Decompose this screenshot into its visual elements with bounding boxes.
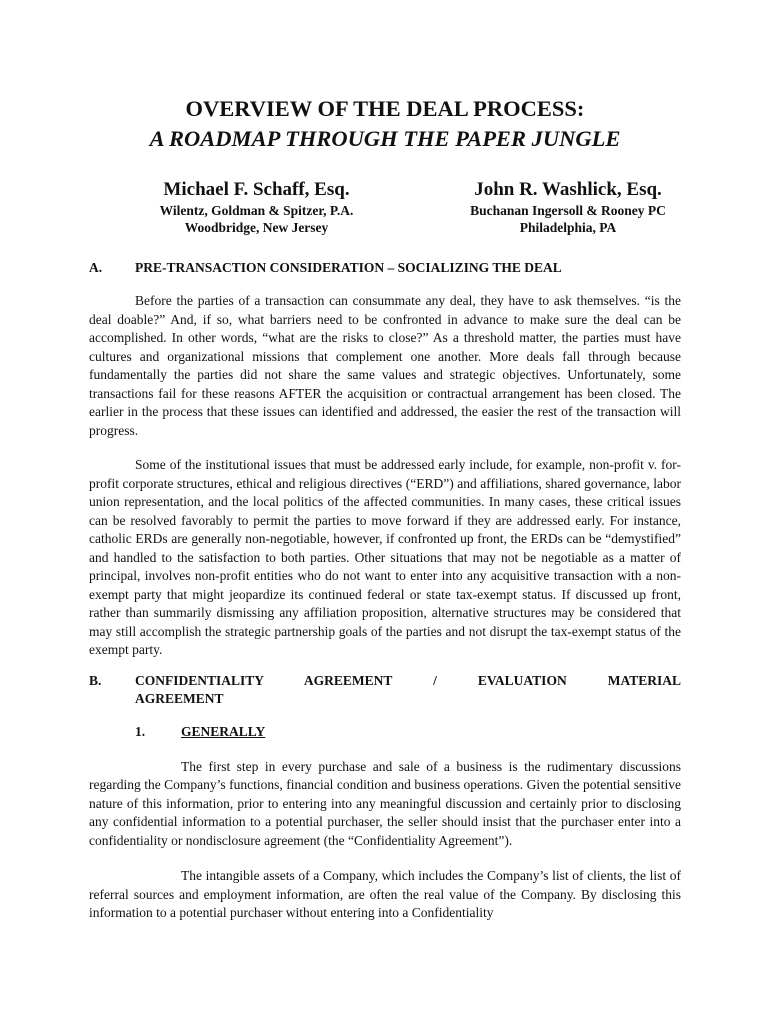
author-2	[443, 178, 693, 236]
author-block	[89, 178, 681, 236]
section-b-title-line-2: AGREEMENT	[135, 690, 224, 706]
section-b-paragraph-1: The first step in every purchase and sale of a business is the rudimentary discussions regarding the Company’s functions, financial condition and business operations. Given the potential sensitive nature of this information, prior to entering into any meaningful discussion and certainly prior to disclosing any confidential information to a potential purchaser, the seller should insist that the purchaser enter into a confidentiality or nondisclosure agreement (the “Confidentiality Agreement”).	[89, 758, 681, 848]
section-a-paragraph-1: Before the parties of a transaction can consummate any deal, they have to ask themselves. “is the deal doable?” And, if so, what barriers need to be confronted in advance to make sure the deal can be accomplished. In other words, “what are the risks to close?” As a threshold matter, the parties must have cultures and organizational missions that complement one another. More deals fall through because fundamentally the parties did not share the same values and strategic objectives. Unfortunately, some transactions fail for these reasons AFTER the acquisition or contractual arrangement has been closed. The earlier in the process that these issues can identified and addressed, the easier the rest of the transaction will progress.	[89, 293, 681, 438]
subsection-1-title: GENERALLY	[181, 723, 266, 739]
section-a-number: A.	[89, 260, 103, 275]
subsection-1-number: 1.	[135, 723, 146, 739]
author-1-name: Michael F. Schaff, Esq.	[163, 179, 350, 200]
document-page	[89, 94, 681, 923]
section-b-title-line-1: CONFIDENTIALITY AGREEMENT / EVALUATION MATERIAL	[135, 672, 681, 688]
author-1-firm: Wilentz, Goldman & Spitzer, P.A.	[159, 203, 354, 218]
section-b-title-container	[135, 672, 681, 708]
author-2-location: Philadelphia, PA	[519, 220, 617, 235]
document-subtitle: A ROADMAP THROUGH THE PAPER JUNGLE	[149, 126, 621, 151]
author-2-firm: Buchanan Ingersoll & Rooney PC	[470, 203, 666, 218]
document-title: OVERVIEW OF THE DEAL PROCESS:	[185, 96, 585, 121]
author-2-name: John R. Washlick, Esq.	[474, 179, 662, 200]
author-1	[134, 178, 379, 236]
section-b-number: B.	[89, 672, 102, 688]
author-1-location: Woodbridge, New Jersey	[184, 220, 329, 235]
subsection-1-heading	[135, 723, 681, 741]
section-a-paragraph-2: Some of the institutional issues that must be addressed early include, for example, non-profit v. for-profit corporate structures, ethical and religious directives (“ERD”) and affiliations, shared governance, labor union representation, and the local politics of the affected communities. In many cases, these critical issues can be resolved favorably to permit the parties to move forward if they are addressed early. For instance, catholic ERDs are generally non-negotiable, however, if confronted up front, the ERDs can be “demystified” and handled to the satisfaction to both parties. Other situations that may not be negotiable as a matter of principal, involves non-profit entities who do not want to enter into any acquisitive transaction with a non-exempt party that might jeopardize its continued federal or state tax-exempt status. If discussed up front, rather than summarily dismissing any affiliation proposition, alternative structures may be considered that may still accomplish the strategic partnership goals of the parties and not disrupt the tax-exempt status of the exempt party.	[89, 457, 681, 657]
section-a-title: PRE-TRANSACTION CONSIDERATION – SOCIALIZING THE DEAL	[135, 260, 562, 275]
section-b-heading	[89, 672, 681, 708]
section-b-paragraph-2: The intangible assets of a Company, which includes the Company’s list of clients, the list of referral sources and employment information, are often the real value of the Company. By disclosing this information to a potential purchaser without entering into a Confidentiality	[89, 868, 681, 920]
section-a-heading	[89, 259, 681, 277]
